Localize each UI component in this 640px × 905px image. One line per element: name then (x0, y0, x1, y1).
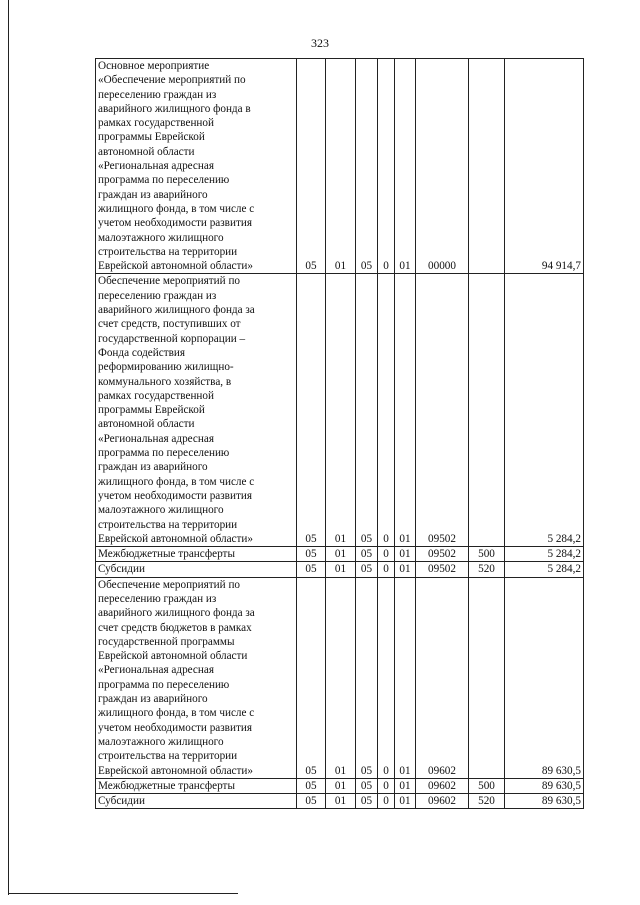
cell-amount: 89 630,5 (505, 778, 584, 793)
cell-subsection: 01 (326, 778, 356, 793)
cell-subprogram: 0 (378, 547, 395, 562)
cell-subprogram: 0 (378, 562, 395, 577)
cell-amount: 5 284,2 (505, 547, 584, 562)
cell-expense-type: 520 (469, 562, 505, 577)
table-row (96, 577, 584, 778)
row-description: Межбюджетные трансферты (96, 778, 297, 793)
footnote-rule (8, 893, 238, 894)
cell-expense-type (469, 274, 505, 547)
cell-subsection: 01 (326, 577, 356, 778)
cell-expense-type: 500 (469, 778, 505, 793)
cell-section: 05 (297, 577, 326, 778)
cell-event: 01 (395, 274, 416, 547)
cell-direction: 00000 (416, 59, 469, 274)
cell-event: 01 (395, 59, 416, 274)
cell-expense-type (469, 59, 505, 274)
cell-section: 05 (297, 274, 326, 547)
cell-expense-type: 520 (469, 794, 505, 809)
cell-program: 05 (356, 794, 378, 809)
cell-direction: 09602 (416, 794, 469, 809)
cell-direction: 09602 (416, 778, 469, 793)
cell-amount: 89 630,5 (505, 577, 584, 778)
table-row (96, 59, 584, 274)
cell-subsection: 01 (326, 59, 356, 274)
cell-subprogram: 0 (378, 794, 395, 809)
budget-table (95, 58, 584, 809)
cell-program: 05 (356, 59, 378, 274)
cell-event: 01 (395, 794, 416, 809)
cell-subprogram: 0 (378, 577, 395, 778)
cell-subsection: 01 (326, 274, 356, 547)
cell-subprogram: 0 (378, 59, 395, 274)
cell-amount: 94 914,7 (505, 59, 584, 274)
row-description: Субсидии (96, 562, 297, 577)
left-margin-rule (8, 0, 9, 895)
cell-subprogram: 0 (378, 274, 395, 547)
cell-expense-type: 500 (469, 547, 505, 562)
cell-amount: 89 630,5 (505, 794, 584, 809)
cell-event: 01 (395, 577, 416, 778)
cell-subprogram: 0 (378, 778, 395, 793)
cell-section: 05 (297, 59, 326, 274)
row-description: Субсидии (96, 794, 297, 809)
cell-subsection: 01 (326, 547, 356, 562)
cell-subsection: 01 (326, 794, 356, 809)
cell-section: 05 (297, 562, 326, 577)
row-description: Межбюджетные трансферты (96, 547, 297, 562)
table-row (96, 778, 584, 793)
cell-program: 05 (356, 778, 378, 793)
cell-direction: 09502 (416, 562, 469, 577)
cell-program: 05 (356, 577, 378, 778)
table-row (96, 562, 584, 577)
cell-subsection: 01 (326, 562, 356, 577)
budget-table-body (96, 59, 584, 809)
cell-amount: 5 284,2 (505, 562, 584, 577)
cell-expense-type (469, 577, 505, 778)
row-description: Обеспечение мероприятий по переселению граждан из аварийного жилищного фонда за счет средств бюджетов в рамках государственной программы Еврейской автономной области «Региональная адресная программа по переселению граждан из аварийного жилищного фонда, в том числе с учетом необходимости развития малоэтажного жилищного строительства на территории Еврейской автономной области» (96, 577, 297, 778)
table-row (96, 794, 584, 809)
page-number: 323 (311, 36, 329, 50)
cell-program: 05 (356, 547, 378, 562)
cell-direction: 09602 (416, 577, 469, 778)
cell-program: 05 (356, 274, 378, 547)
row-description: Обеспечение мероприятий по переселению граждан из аварийного жилищного фонда за счет средств, поступивших от государственной корпорации – Фонда содействия реформированию жилищно- коммунального хозяйства, в рамках государственной программы Еврейской автономной области «Региональная адресная программа по переселению граждан из аварийного жилищного фонда, в том числе с учетом необходимости развития малоэтажного жилищного строительства на территории Еврейской автономной области» (96, 274, 297, 547)
cell-event: 01 (395, 778, 416, 793)
table-row (96, 274, 584, 547)
cell-program: 05 (356, 562, 378, 577)
cell-direction: 09502 (416, 547, 469, 562)
row-description: Основное мероприятие «Обеспечение мероприятий по переселению граждан из аварийного жилищного фонда в рамках государственной программы Еврейской автономной области «Региональная адресная программа по переселению граждан из аварийного жилищного фонда, в том числе с учетом необходимости развития малоэтажного жилищного строительства на территории Еврейской автономной области» (96, 59, 297, 274)
cell-section: 05 (297, 778, 326, 793)
cell-section: 05 (297, 547, 326, 562)
cell-event: 01 (395, 562, 416, 577)
cell-direction: 09502 (416, 274, 469, 547)
cell-event: 01 (395, 547, 416, 562)
cell-amount: 5 284,2 (505, 274, 584, 547)
table-row (96, 547, 584, 562)
cell-section: 05 (297, 794, 326, 809)
